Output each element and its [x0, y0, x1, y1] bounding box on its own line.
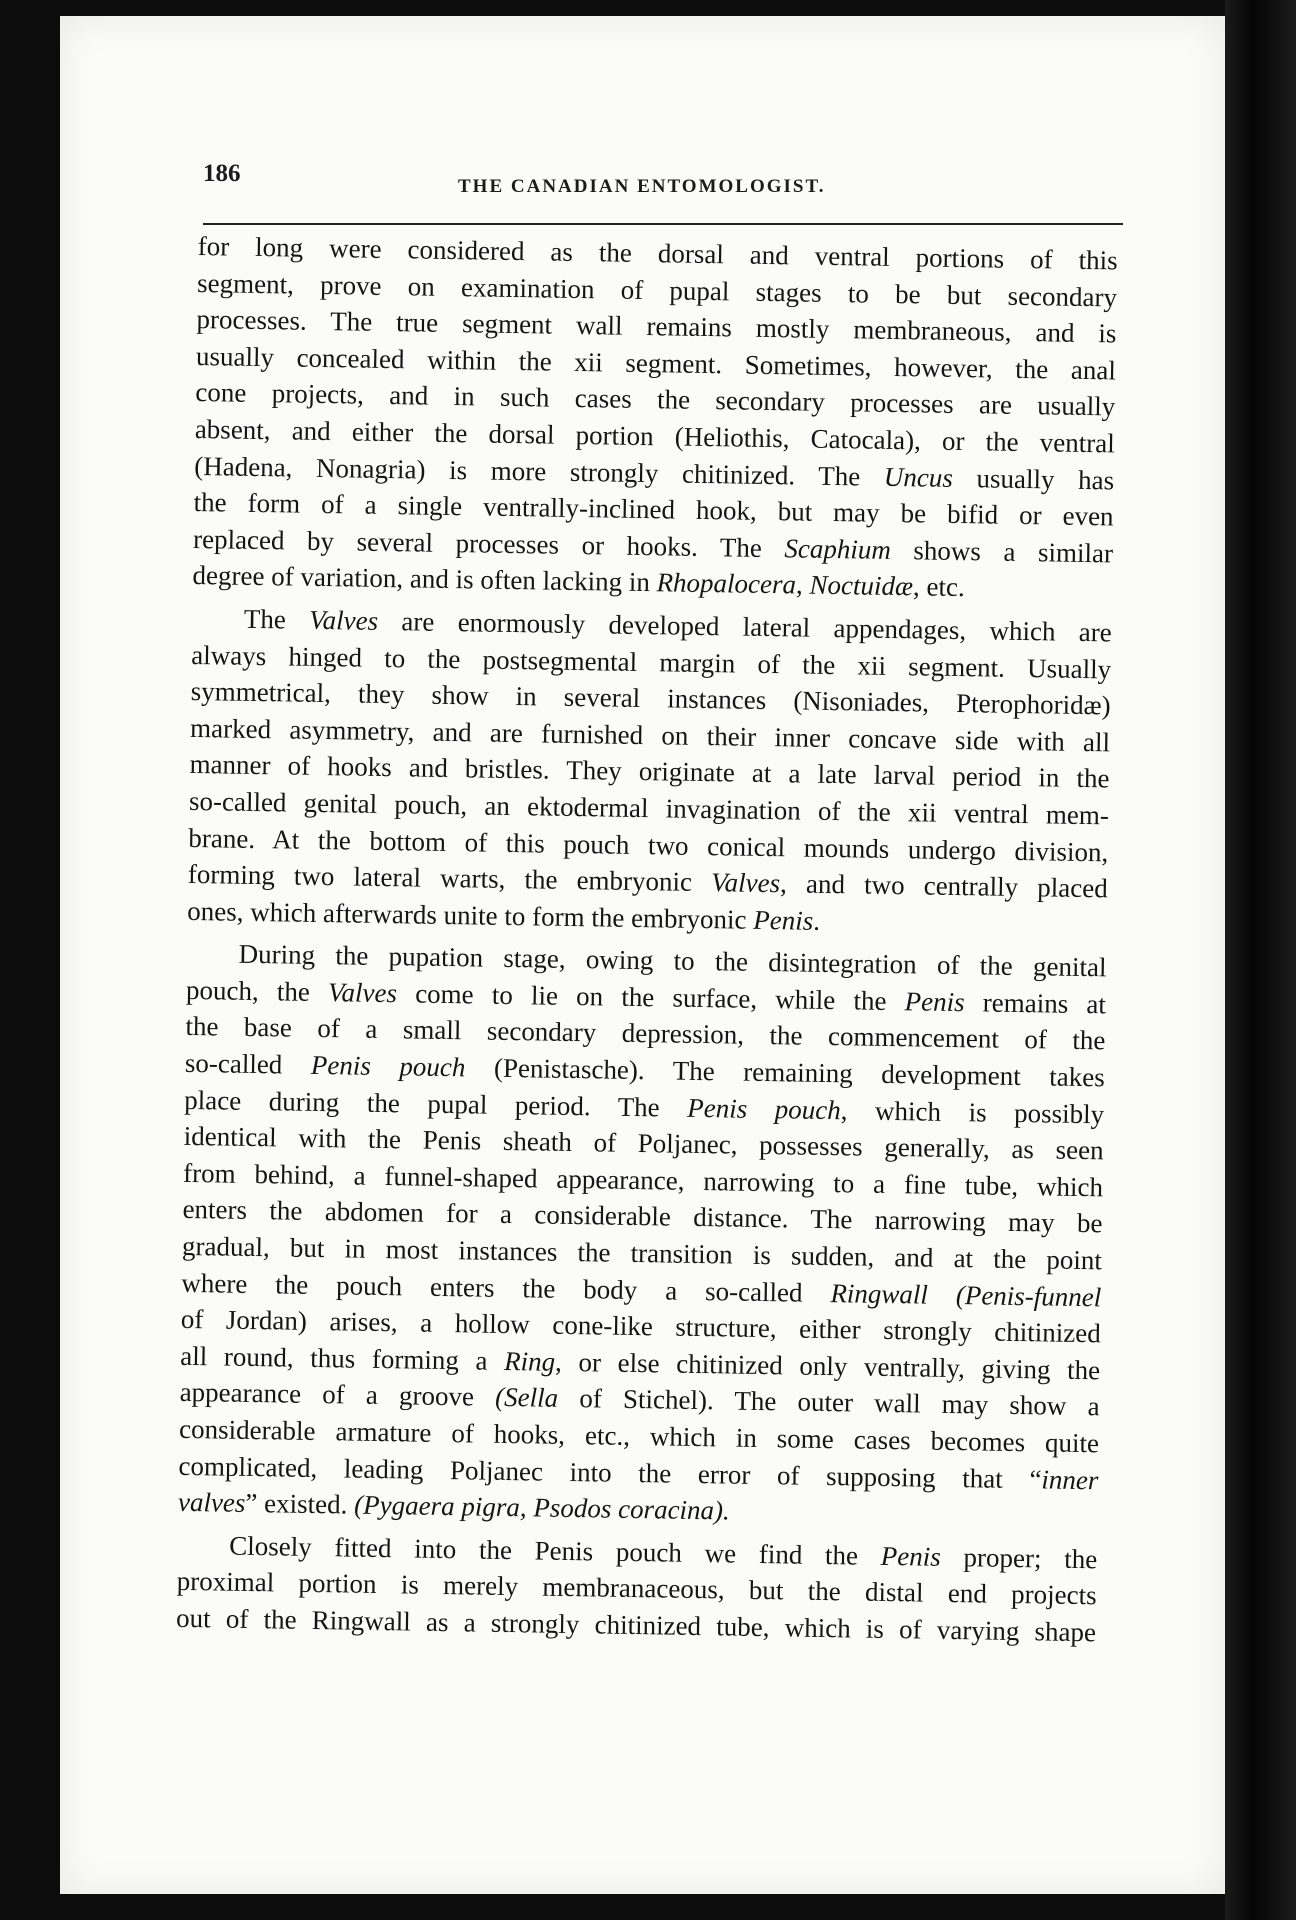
text-line: identical with the Penis sheath of Poljanec, possesses generally, as seen [183, 1121, 1104, 1166]
running-head: THE CANADIAN ENTOMOLOGIST. [458, 176, 826, 197]
text-line: marked asymmetry, and are furnished on their inner concave side with all [189, 712, 1111, 758]
text-line: complicated, leading Poljanec into the error of supposing that “inner [178, 1450, 1099, 1495]
text-line: gradual, but in most instances the transition is sudden, and at the point [181, 1230, 1103, 1276]
page-number: 186 [203, 160, 241, 187]
header-rule [203, 223, 1123, 225]
text-line: the base of a small secondary depression, the commencement of the [185, 1011, 1106, 1056]
text-line: symmetrical, they show in several instances (Nisoniades, Pterophoridæ) [190, 676, 1111, 721]
text-line: pouch, the Valves come to lie on the surface, while the Penis remains at [185, 974, 1107, 1020]
text-line: so-called Penis pouch (Penistasche). The remaining development takes [184, 1047, 1106, 1093]
text-line: the form of a single ventrally-inclined hook, but may be bifid or even [193, 487, 1114, 532]
text-line: Closely fitted into the Penis pouch we find the Penis proper; the [229, 1530, 1098, 1575]
paragraph [192, 228, 1118, 608]
text-line: from behind, a funnel-shaped appearance, narrowing to a fine tube, which [182, 1157, 1104, 1203]
text-line: so-called genital pouch, an ektodermal invagination of the xii ventral mem- [188, 785, 1110, 831]
text-line: enters the abdomen for a considerable distance. The narrowing may be [182, 1194, 1103, 1239]
text-line: degree of variation, and is often lacking in Rhopalocera, Noctuidæ, etc. [192, 560, 966, 603]
page-header [203, 158, 1123, 198]
text-line: absent, and either the dorsal portion (Heliothis, Catocala), or the ventral [194, 413, 1115, 459]
text-line: considerable armature of hooks, etc., which in some cases becomes quite [178, 1413, 1100, 1459]
text-line: The Valves are enormously developed lateral appendages, which are [243, 603, 1112, 648]
text-line: all round, thus forming a Ring, or else chitinized only ventrally, giving the [180, 1340, 1101, 1386]
text-line: always hinged to the postsegmental margin of the xii segment. Usually [191, 639, 1112, 684]
text-line: valves” existed. (Pygaera pigra, Psodos coracina). [177, 1487, 731, 1526]
text-line: where the pouch enters the body a so-called Ringwall (Penis-funnel [181, 1267, 1102, 1312]
paragraph [176, 1527, 1098, 1651]
text-line: cone projects, and in such cases the secondary processes are usually [195, 377, 1116, 422]
text-line: forming two lateral warts, the embryonic Valves, and two centrally placed [187, 859, 1108, 904]
text-line: segment, prove on examination of pupal stages to be but secondary [196, 267, 1118, 313]
text-line: place during the pupal period. The Penis pouch, which is possibly [184, 1084, 1105, 1129]
text-line: ones, which afterwards unite to form the embryonic Penis. [187, 895, 821, 936]
paragraph [178, 935, 1107, 1535]
text-line: processes. The true segment wall remains mostly membraneous, and is [196, 304, 1117, 349]
binding-shadow [1225, 0, 1296, 1920]
text-line: replaced by several processes or hooks. The Scaphium shows a similar [192, 523, 1114, 569]
text-line: out of the Ringwall as a strongly chitinized tube, which is of varying shape [175, 1602, 1097, 1648]
text-line: brane. At the bottom of this pouch two conical mounds undergo division, [188, 822, 1109, 867]
text-line: proximal portion is merely membranaceous, but the distal end projects [176, 1566, 1097, 1611]
text-line: usually concealed within the xii segment. Sometimes, however, the anal [195, 340, 1117, 386]
text-line: (Hadena, Nonagria) is more strongly chitinized. The Uncus usually has [194, 450, 1115, 495]
text-line: for long were considered as the dorsal and ventral portions of this [197, 230, 1118, 276]
text-line: appearance of a groove (Sella of Stichel). The outer wall may show a [179, 1377, 1100, 1422]
paragraph [187, 600, 1112, 944]
text-line: of Jordan) arises, a hollow cone-like structure, either strongly chitinized [180, 1304, 1101, 1349]
body-text [176, 228, 1118, 1651]
text-line: During the pupation stage, owing to the disintegration of the genital [238, 939, 1107, 983]
text-line: manner of hooks and bristles. They originate at a late larval period in the [189, 749, 1110, 794]
